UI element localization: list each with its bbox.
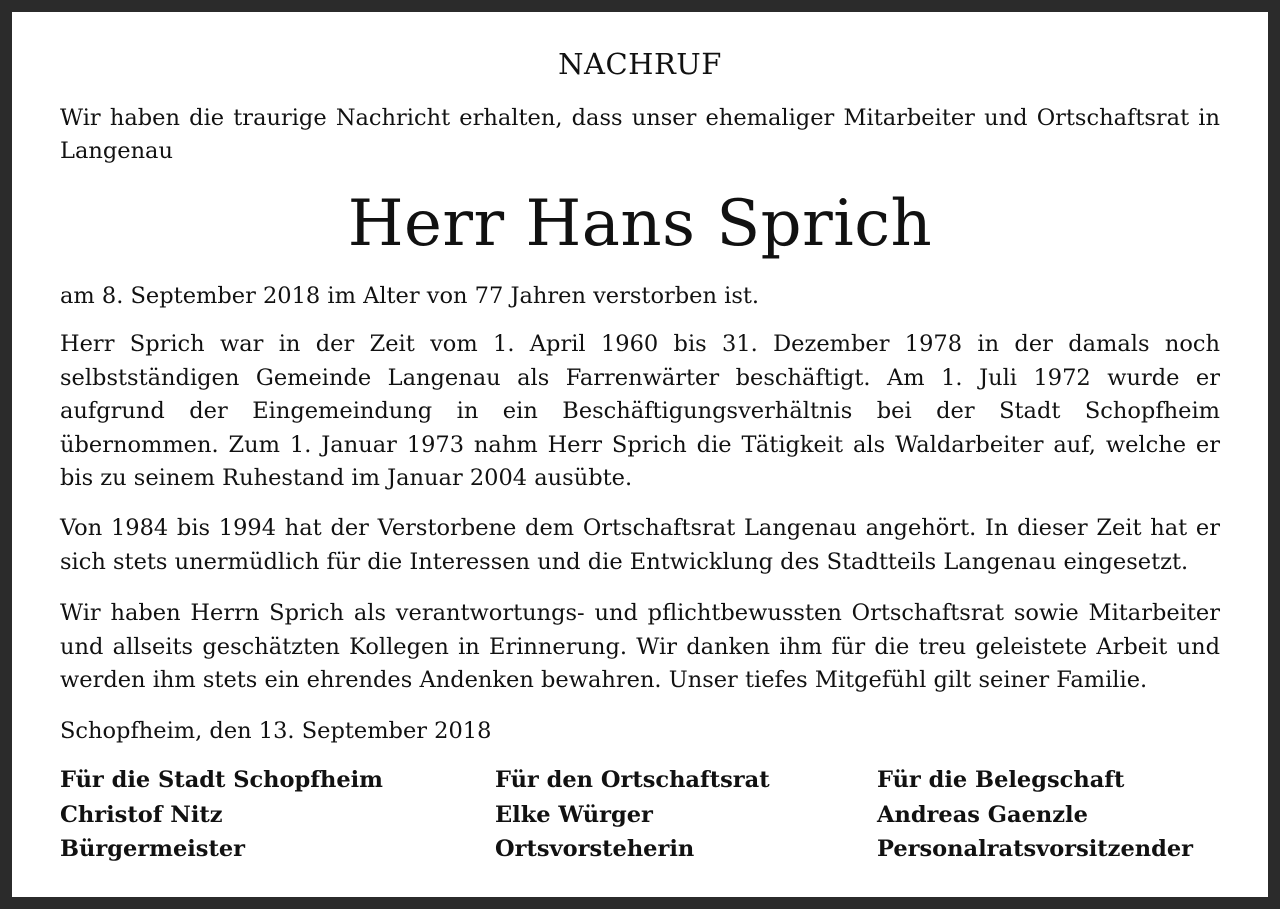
signature-person: Elke Würger <box>495 801 653 828</box>
notice-heading: NACHRUF <box>558 47 722 81</box>
signature-role: Ortsvorsteherin <box>495 836 695 862</box>
signature-org: Für den Ortschaftsrat <box>495 767 770 793</box>
signature-staff <box>877 763 1193 867</box>
death-statement: am 8. September 2018 im Alter von 77 Jahren verstorben ist. <box>60 283 760 309</box>
signature-org: Für die Belegschaft <box>877 767 1125 793</box>
signature-city <box>60 763 383 867</box>
signature-role: Personalratsvorsitzender <box>877 836 1194 862</box>
signature-council <box>495 763 770 867</box>
deceased-name: Herr Hans Sprich <box>347 187 933 261</box>
place-date: Schopfheim, den 13. September 2018 <box>60 718 492 744</box>
career-paragraph: Herr Sprich war in der Zeit vom 1. April 1960 bis 31. Dezember 1978 in der damals noch selbstständigen Gemeinde Langenau als Farrenwärter beschäftigt. Am 1. Juli 1972 wurde er aufgrund der Eingemeindung in ein Beschäftigungsverhältnis bei der Stadt Schopfheim übernommen. Zum 1. Januar 1973 nahm Herr Sprich die Tätigkeit als Waldarbeiter auf, welche er bis zu seinem Ruhestand im Januar 2004 ausübte. <box>60 331 1220 491</box>
council-paragraph: Von 1984 bis 1994 hat der Verstorbene dem Ortschaftsrat Langenau angehört. In dieser Zeit hat er sich stets unermüdlich für die Interessen und die Entwicklung des Stadtteils Langenau eingesetzt. <box>60 515 1220 575</box>
signature-org: Für die Stadt Schopfheim <box>60 767 383 793</box>
signature-person: Andreas Gaenzle <box>877 801 1088 828</box>
signature-role: Bürgermeister <box>60 836 246 862</box>
intro-text: Wir haben die traurige Nachricht erhalten, dass unser ehemaliger Mitarbeiter und Ortschaftsrat in Langenau <box>60 105 1220 164</box>
obituary-notice <box>12 12 1268 897</box>
thanks-paragraph: Wir haben Herrn Sprich als verantwortungs- und pflichtbewussten Ortschaftsrat sowie Mitarbeiter und allseits geschätzten Kollegen in Erinnerung. Wir danken ihm für die treu geleistete Arbeit und werden ihm stets ein ehrendes Andenken bewahren. Unser tiefes Mitgefühl gilt seiner Familie. <box>60 600 1220 693</box>
signature-person: Christof Nitz <box>60 801 223 828</box>
